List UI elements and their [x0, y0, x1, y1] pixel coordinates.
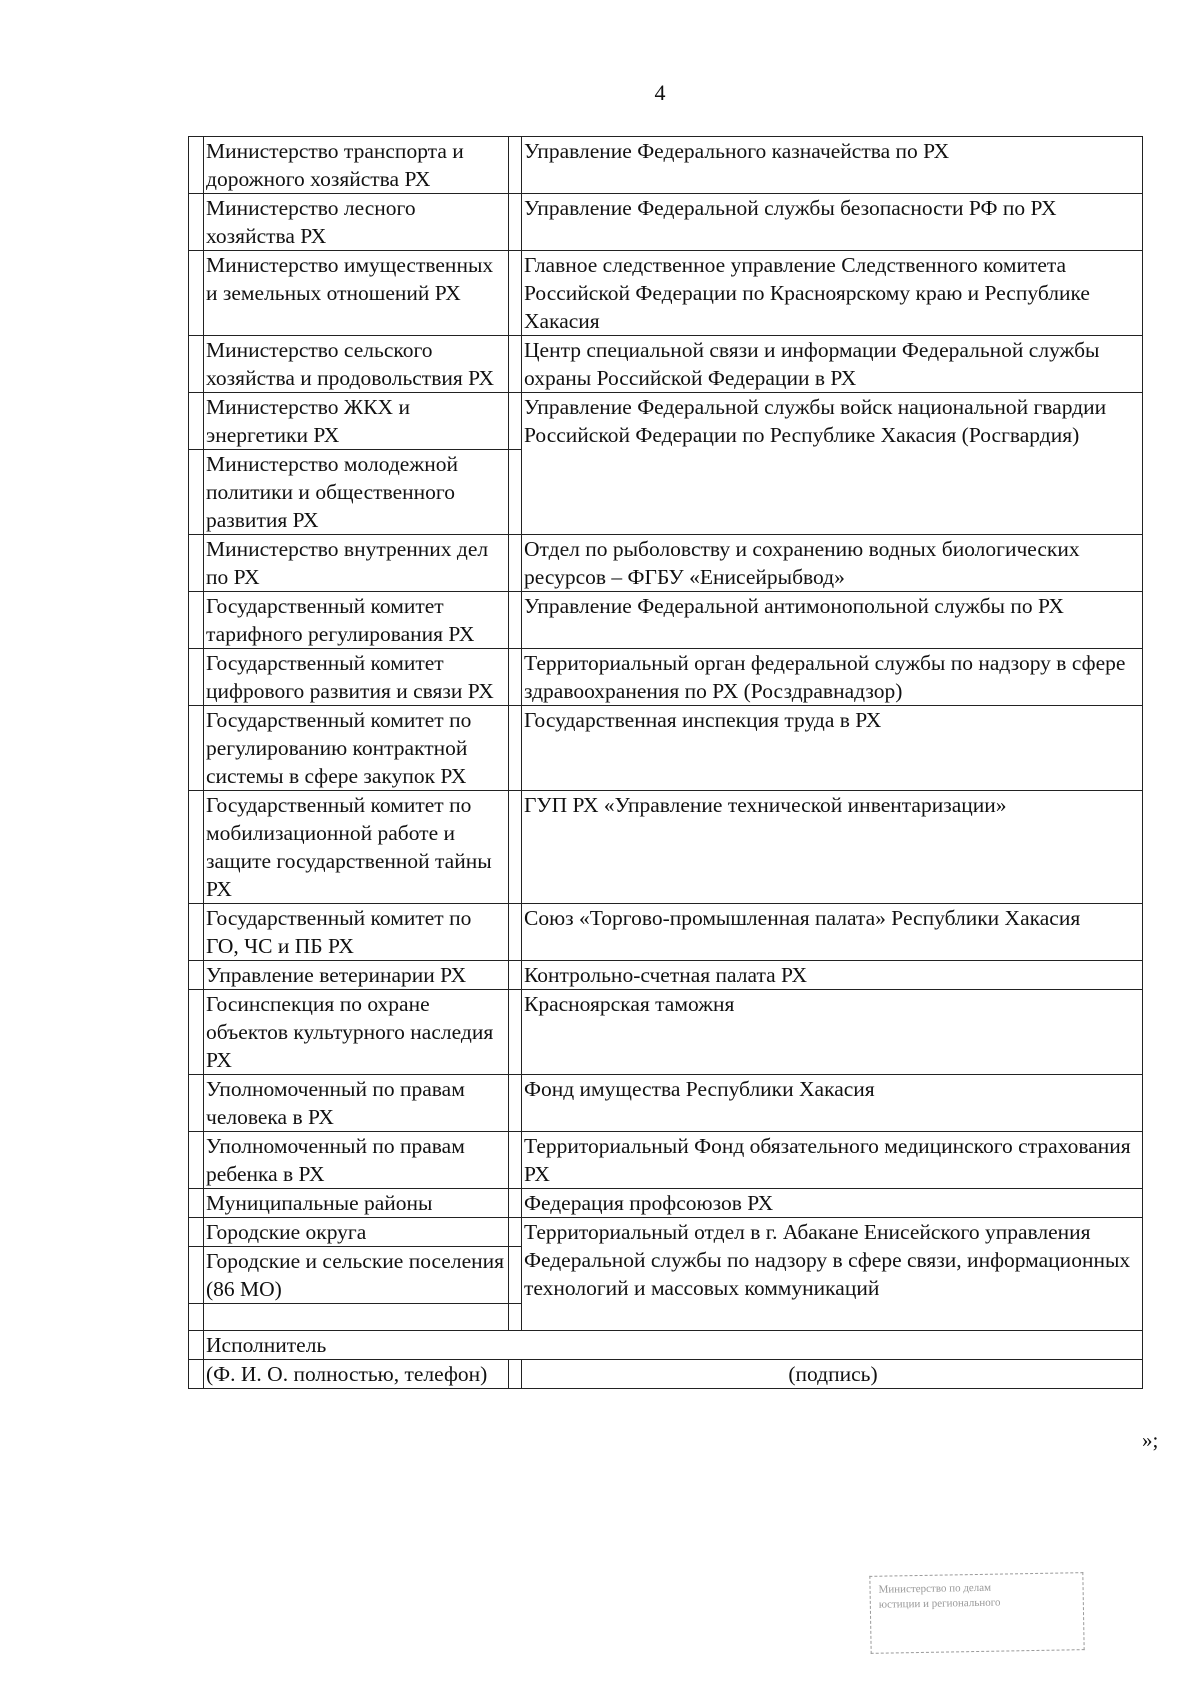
gutter-cell	[189, 1132, 204, 1189]
table-row	[189, 1189, 1143, 1218]
gutter-cell	[189, 1075, 204, 1132]
gutter-cell	[189, 649, 204, 706]
federal-agency-cell: ГУП РХ «Управление технической инвентаризации»	[522, 791, 1143, 904]
gutter-cell	[189, 1304, 204, 1331]
gutter-cell	[189, 336, 204, 393]
agency-cell: Муниципальные районы	[204, 1189, 509, 1218]
agency-cell: Уполномоченный по правам ребенка в РХ	[204, 1132, 509, 1189]
gutter-cell	[189, 791, 204, 904]
federal-agency-cell: Управление Федеральной антимонопольной службы по РХ	[522, 592, 1143, 649]
gutter-cell	[189, 1331, 204, 1360]
table-row	[189, 137, 1143, 194]
stamp-line-1: Министерство по делам	[878, 1581, 992, 1596]
gap-cell	[509, 1189, 522, 1218]
gap-cell	[509, 535, 522, 592]
agency-cell: Государственный комитет цифрового развития и связи РХ	[204, 649, 509, 706]
agency-cell: Министерство сельского хозяйства и продовольствия РХ	[204, 336, 509, 393]
gap-cell	[509, 1304, 522, 1331]
gap-cell	[509, 990, 522, 1075]
table-row	[189, 336, 1143, 393]
agency-cell: Министерство внутренних дел по РХ	[204, 535, 509, 592]
federal-agency-cell: Территориальный орган федеральной службы по надзору в сфере здравоохранения по РХ (Росздравнадзор)	[522, 649, 1143, 706]
gutter-cell	[189, 706, 204, 791]
federal-agency-cell: Центр специальной связи и информации Федеральной службы охраны Российской Федерации в РХ	[522, 336, 1143, 393]
federal-agency-cell: Главное следственное управление Следственного комитета Российской Федерации по Красноярскому краю и Республике Хакасия	[522, 251, 1143, 336]
agencies-table-body	[189, 137, 1143, 1389]
gap-cell	[509, 649, 522, 706]
gutter-cell	[189, 1360, 204, 1389]
stamp-line-2: юстиции и регионального	[878, 1596, 1001, 1611]
agency-cell: Министерство ЖКХ и энергетики РХ	[204, 393, 509, 450]
executor-row	[189, 1331, 1143, 1360]
gutter-cell	[189, 251, 204, 336]
federal-agency-cell: Управление Федеральной службы войск национальной гвардии Российской Федерации по Республике Хакасия (Росгвардия)	[522, 393, 1143, 535]
agency-cell: Управление ветеринарии РХ	[204, 961, 509, 990]
table-row	[189, 393, 1143, 450]
gap-cell	[509, 194, 522, 251]
federal-agency-cell: Государственная инспекция труда в РХ	[522, 706, 1143, 791]
gutter-cell	[189, 990, 204, 1075]
federal-agency-cell: Отдел по рыболовству и сохранению водных биологических ресурсов – ФГБУ «Енисейрыбвод»	[522, 535, 1143, 592]
agency-cell: Министерство лесного хозяйства РХ	[204, 194, 509, 251]
agency-cell: Министерство имущественных и земельных отношений РХ	[204, 251, 509, 336]
fio-label: (Ф. И. О. полностью, телефон)	[204, 1360, 509, 1389]
agency-cell: Министерство молодежной политики и общественного развития РХ	[204, 450, 509, 535]
federal-agency-cell: Территориальный Фонд обязательного медицинского страхования РХ	[522, 1132, 1143, 1189]
gutter-cell	[189, 1247, 204, 1304]
gutter-cell	[189, 904, 204, 961]
table-row	[189, 1218, 1143, 1247]
gutter-cell	[189, 535, 204, 592]
agency-cell	[204, 1304, 509, 1331]
gap-cell	[509, 137, 522, 194]
gap-cell	[509, 961, 522, 990]
page-number: 4	[654, 80, 666, 105]
federal-agency-cell: Управление Федеральной службы безопасности РФ по РХ	[522, 194, 1143, 251]
closing-quote-mark: »;	[1142, 1428, 1159, 1452]
table-row	[189, 251, 1143, 336]
signature-row	[189, 1360, 1143, 1389]
federal-agency-cell: Федерация профсоюзов РХ	[522, 1189, 1143, 1218]
table-row	[189, 1132, 1143, 1189]
agency-cell: Городские округа	[204, 1218, 509, 1247]
table-row	[189, 706, 1143, 791]
gutter-cell	[189, 961, 204, 990]
signature-label: (подпись)	[522, 1360, 1143, 1389]
gap-cell	[509, 450, 522, 535]
table-row	[189, 791, 1143, 904]
table-row	[189, 961, 1143, 990]
gap-cell	[509, 592, 522, 649]
agency-cell: Министерство транспорта и дорожного хозяйства РХ	[204, 137, 509, 194]
agency-cell: Государственный комитет тарифного регулирования РХ	[204, 592, 509, 649]
gap-cell	[509, 251, 522, 336]
table-row	[189, 904, 1143, 961]
registration-stamp	[869, 1572, 1084, 1654]
agency-cell: Уполномоченный по правам человека в РХ	[204, 1075, 509, 1132]
gutter-cell	[189, 393, 204, 450]
gutter-cell	[189, 592, 204, 649]
gap-cell	[509, 791, 522, 904]
gutter-cell	[189, 1189, 204, 1218]
agency-cell: Государственный комитет по ГО, ЧС и ПБ РХ	[204, 904, 509, 961]
gutter-cell	[189, 450, 204, 535]
table-row	[189, 990, 1143, 1075]
gutter-cell	[189, 137, 204, 194]
gap-cell	[509, 1218, 522, 1247]
gap-cell	[509, 1360, 522, 1389]
table-row	[189, 592, 1143, 649]
gutter-cell	[189, 1218, 204, 1247]
gap-cell	[509, 904, 522, 961]
gutter-cell	[189, 194, 204, 251]
agency-cell: Государственный комитет по мобилизационной работе и защите государственной тайны РХ	[204, 791, 509, 904]
federal-agency-cell: Управление Федерального казначейства по РХ	[522, 137, 1143, 194]
gap-cell	[509, 1075, 522, 1132]
gap-cell	[509, 1132, 522, 1189]
gap-cell	[509, 706, 522, 791]
agency-cell: Городские и сельские поселения (86 МО)	[204, 1247, 509, 1304]
table-row	[189, 1075, 1143, 1132]
federal-agency-cell: Красноярская таможня	[522, 990, 1143, 1075]
federal-agency-cell: Союз «Торгово-промышленная палата» Республики Хакасия	[522, 904, 1143, 961]
table-row	[189, 194, 1143, 251]
table-row	[189, 649, 1143, 706]
federal-agency-cell: Контрольно-счетная палата РХ	[522, 961, 1143, 990]
agencies-table	[188, 136, 1143, 1389]
federal-agency-cell: Фонд имущества Республики Хакасия	[522, 1075, 1143, 1132]
gap-cell	[509, 393, 522, 450]
agency-cell: Государственный комитет по регулированию контрактной системы в сфере закупок РХ	[204, 706, 509, 791]
table-row	[189, 535, 1143, 592]
agency-cell: Госинспекция по охране объектов культурного наследия РХ	[204, 990, 509, 1075]
gap-cell	[509, 1247, 522, 1304]
executor-label: Исполнитель	[204, 1331, 1143, 1360]
gap-cell	[509, 336, 522, 393]
federal-agency-cell: Территориальный отдел в г. Абакане Енисейского управления Федеральной службы по надзору в сфере связи, информационных технологий и массовых коммуникаций	[522, 1218, 1143, 1331]
